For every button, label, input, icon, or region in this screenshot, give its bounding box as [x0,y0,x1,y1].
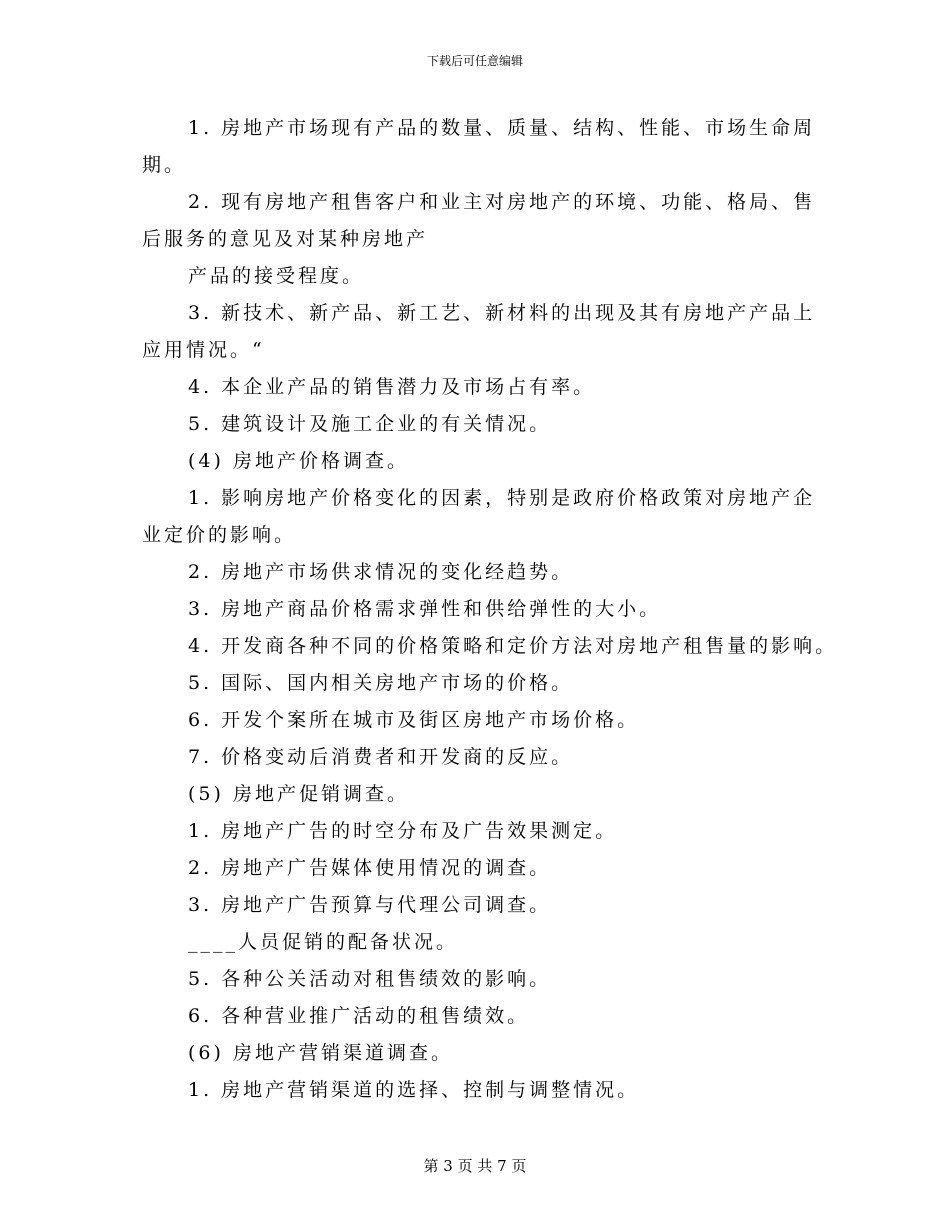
paragraph-line: 1. 房地产营销渠道的选择、控制与调整情况。 [188,1079,640,1101]
paragraph-line: 1. 房地产市场现有产品的数量、质量、结构、性能、市场生命周 [188,117,816,139]
paragraph-line: 3. 房地产商品价格需求弹性和供给弹性的大小。 [188,598,662,620]
paragraph-line: 3. 新技术、新产品、新工艺、新材料的出现及其有房地产产品上 [188,302,816,324]
paragraph-line: 5. 各种公关活动对租售绩效的影响。 [188,968,552,990]
paragraph-line: 6. 各种营业推广活动的租售绩效。 [188,1005,530,1027]
page-footer: 第 3 页 共 7 页 [423,1157,527,1175]
section-heading: (6) 房地产营销渠道调查。 [188,1042,453,1064]
page-header: 下载后可任意编辑 [426,54,523,68]
paragraph-line: 2. 现有房地产租售客户和业主对房地产的环境、功能、格局、售 [188,191,816,213]
paragraph-line: 5. 国际、国内相关房地产市场的价格。 [188,672,574,694]
paragraph-line: 4. 本企业产品的销售潜力及市场占有率。 [188,376,596,398]
paragraph-line: 1. 房地产广告的时空分布及广告效果测定。 [188,820,618,842]
paragraph-line: 3. 房地产广告预算与代理公司调查。 [188,894,552,916]
paragraph-line: 后服务的意见及对某种房地产 [142,228,429,250]
paragraph-line: 5. 建筑设计及施工企业的有关情况。 [188,413,552,435]
document-body [142,110,838,1109]
paragraph-line: 2. 房地产广告媒体使用情况的调查。 [188,857,552,879]
section-heading: (4) 房地产价格调查。 [188,450,409,472]
paragraph-line: 7. 价格变动后消费者和开发商的反应。 [188,746,574,768]
paragraph-line: 应用情况。“ [142,339,265,361]
paragraph-line: 2. 房地产市场供求情况的变化经趋势。 [188,561,574,583]
paragraph-line: ____人员促销的配备状况。 [188,931,459,953]
paragraph-line: 业定价的影响。 [142,524,297,546]
paragraph-line: 期。 [142,154,187,176]
paragraph-line: 产品的接受程度。 [188,265,365,287]
section-heading: (5) 房地产促销调查。 [188,783,409,805]
paragraph-line: 6. 开发个案所在城市及街区房地产市场价格。 [188,709,640,731]
paragraph-line: 1. 影响房地产价格变化的因素，特别是政府价格政策对房地产企 [188,487,816,509]
paragraph-line: 4. 开发商各种不同的价格策略和定价方法对房地产租售量的影响。 [188,635,838,657]
